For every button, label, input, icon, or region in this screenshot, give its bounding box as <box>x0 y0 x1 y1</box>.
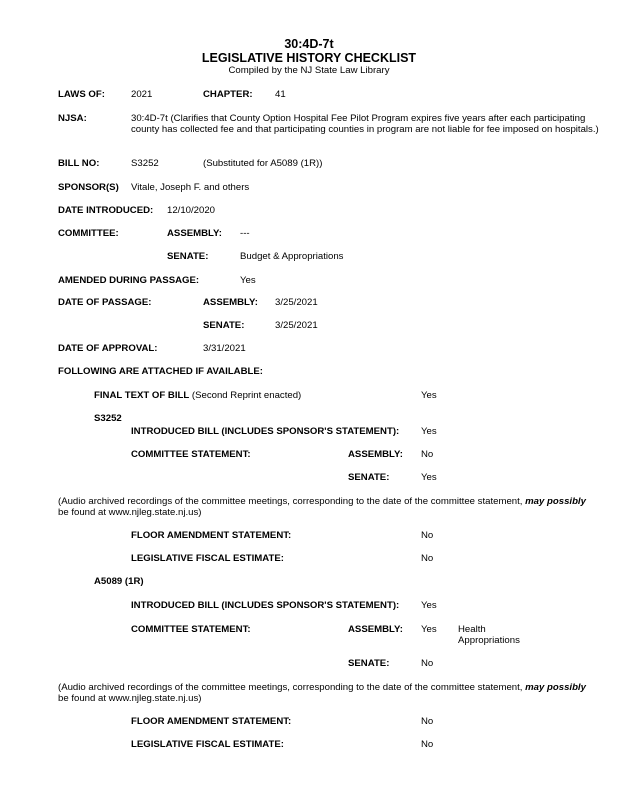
a5089-heading: A5089 (1R) <box>94 576 144 587</box>
passage-assembly-value: 3/25/2021 <box>275 297 318 308</box>
a5089-audio-note-line1 <box>58 682 586 693</box>
a5089-introduced-label: INTRODUCED BILL (INCLUDES SPONSOR'S STATEMENT): <box>131 600 400 611</box>
a5089-senate-value: No <box>421 658 434 669</box>
sponsors-value: Vitale, Joseph F. and others <box>131 182 250 193</box>
date-introduced-value: 12/10/2020 <box>167 205 216 216</box>
amended-label: AMENDED DURING PASSAGE: <box>58 275 200 286</box>
a5089-floor-value: No <box>421 716 434 727</box>
s3252-committee-label: COMMITTEE STATEMENT: <box>131 449 251 460</box>
date-of-approval-value: 3/31/2021 <box>203 343 246 354</box>
s3252-floor-value: No <box>421 530 434 541</box>
final-text-label: FINAL TEXT OF BILL <box>94 390 190 401</box>
njsa-label: NJSA: <box>58 113 87 124</box>
a5089-introduced-value: Yes <box>421 600 437 611</box>
s3252-fiscal-value: No <box>421 553 434 564</box>
date-introduced-label: DATE INTRODUCED: <box>58 205 154 216</box>
date-of-passage-label: DATE OF PASSAGE: <box>58 297 152 308</box>
s3252-assembly-value: No <box>421 449 434 460</box>
committee-assembly-label: ASSEMBLY: <box>167 228 222 239</box>
s3252-audio-note-line1 <box>58 496 586 507</box>
s3252-fiscal-label: LEGISLATIVE FISCAL ESTIMATE: <box>131 553 284 564</box>
committee-assembly-value: --- <box>240 228 250 239</box>
s3252-introduced-label: INTRODUCED BILL (INCLUDES SPONSOR'S STATEMENT): <box>131 426 400 437</box>
a5089-committee-label: COMMITTEE STATEMENT: <box>131 624 251 635</box>
s3252-senate-label: SENATE: <box>348 472 390 483</box>
chapter-label: CHAPTER: <box>203 89 253 100</box>
s3252-audio-note-emphasis: may possibly <box>525 496 586 507</box>
document-subtitle: LEGISLATIVE HISTORY CHECKLIST <box>201 51 417 65</box>
bill-no-value: S3252 <box>131 158 159 169</box>
a5089-audio-note-line2: be found at www.njleg.state.nj.us) <box>58 693 202 704</box>
a5089-floor-label: FLOOR AMENDMENT STATEMENT: <box>131 716 292 727</box>
committee-label: COMMITTEE: <box>58 228 119 239</box>
a5089-assembly-committee-appropriations: Appropriations <box>458 635 520 646</box>
a5089-assembly-value: Yes <box>421 624 437 635</box>
a5089-fiscal-label: LEGISLATIVE FISCAL ESTIMATE: <box>131 739 284 750</box>
s3252-audio-note-line2: be found at www.njleg.state.nj.us) <box>58 507 202 518</box>
a5089-audio-note-emphasis: may possibly <box>525 682 586 693</box>
a5089-assembly-committee-health: Health <box>458 624 486 635</box>
s3252-introduced-value: Yes <box>421 426 437 437</box>
final-text-value: Yes <box>421 390 437 401</box>
a5089-audio-note-text: (Audio archived recordings of the committee meetings, corresponding to the date of the committee statement, <box>58 682 526 693</box>
committee-senate-label: SENATE: <box>167 251 209 262</box>
laws-of-label: LAWS OF: <box>58 89 105 100</box>
a5089-fiscal-value: No <box>421 739 434 750</box>
sponsors-label: SPONSOR(S) <box>58 182 119 193</box>
s3252-assembly-label: ASSEMBLY: <box>348 449 403 460</box>
compiled-by: Compiled by the NJ State Law Library <box>228 65 390 76</box>
s3252-audio-note-text: (Audio archived recordings of the committee meetings, corresponding to the date of the committee statement, <box>58 496 526 507</box>
s3252-floor-label: FLOOR AMENDMENT STATEMENT: <box>131 530 292 541</box>
a5089-assembly-label: ASSEMBLY: <box>348 624 403 635</box>
passage-assembly-label: ASSEMBLY: <box>203 297 258 308</box>
njsa-value: 30:4D-7t (Clarifies that County Option Hospital Fee Pilot Program expires five years after each participating county has collected fee and that participating counties in program are not liable for fee imposed on hospitals.) <box>131 113 599 135</box>
s3252-senate-value: Yes <box>421 472 437 483</box>
s3252-heading: S3252 <box>94 413 122 424</box>
chapter-value: 41 <box>275 89 286 100</box>
bill-no-label: BILL NO: <box>58 158 100 169</box>
date-of-approval-label: DATE OF APPROVAL: <box>58 343 158 354</box>
bill-substituted: (Substituted for A5089 (1R)) <box>203 158 323 169</box>
passage-senate-label: SENATE: <box>203 320 245 331</box>
final-text-row <box>94 390 301 401</box>
a5089-senate-label: SENATE: <box>348 658 390 669</box>
laws-of-value: 2021 <box>131 89 153 100</box>
final-text-note: (Second Reprint enacted) <box>191 390 302 401</box>
document-title: 30:4D-7t <box>284 37 334 51</box>
committee-senate-value: Budget & Appropriations <box>240 251 344 262</box>
passage-senate-value: 3/25/2021 <box>275 320 318 331</box>
amended-value: Yes <box>240 275 256 286</box>
attached-heading: FOLLOWING ARE ATTACHED IF AVAILABLE: <box>58 366 263 377</box>
